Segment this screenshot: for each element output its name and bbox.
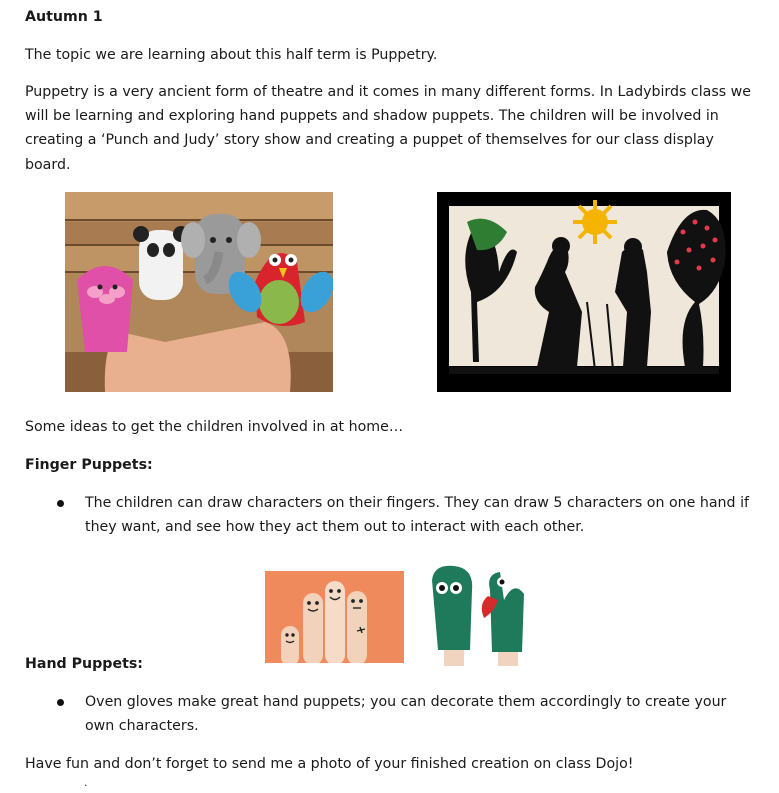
finger-bullet-line: The children can draw characters on their fingers. They can draw 5 characters on one hand if bbox=[85, 495, 749, 511]
bullet-marker bbox=[57, 699, 64, 706]
hand-puppets-heading: Hand Puppets: bbox=[25, 656, 143, 672]
finger-puppets-heading: Finger Puppets: bbox=[25, 457, 153, 473]
shadow-puppets-photo bbox=[437, 192, 731, 392]
ideas-text: Some ideas to get the children involved in at home… bbox=[25, 419, 404, 435]
paragraph-line: will be learning and exploring hand puppets and shadow puppets. The children will be involved in bbox=[25, 108, 719, 124]
bullet-marker bbox=[57, 500, 64, 507]
trailing-mark: . bbox=[84, 776, 88, 789]
paragraph-line: board. bbox=[25, 157, 71, 173]
closing-text: Have fun and don’t forget to send me a photo of your finished creation on class Dojo! bbox=[25, 756, 634, 772]
page-heading: Autumn 1 bbox=[25, 9, 103, 25]
finger-puppets-photo bbox=[65, 192, 333, 392]
intro-text: The topic we are learning about this half term is Puppetry. bbox=[25, 47, 438, 63]
paragraph-line: creating a ‘Punch and Judy’ story show and creating a puppet of themselves for our class display bbox=[25, 132, 714, 148]
finger-bullet-line: they want, and see how they act them out to interact with each other. bbox=[85, 519, 585, 535]
paragraph-line: Puppetry is a very ancient form of theatre and it comes in many different forms. In Ladybirds class we bbox=[25, 84, 751, 100]
mitten-puppets-photo bbox=[418, 560, 544, 666]
drawn-fingers-photo bbox=[265, 571, 404, 663]
hand-bullet-line: Oven gloves make great hand puppets; you can decorate them accordingly to create your bbox=[85, 694, 727, 710]
hand-bullet-line: own characters. bbox=[85, 718, 199, 734]
